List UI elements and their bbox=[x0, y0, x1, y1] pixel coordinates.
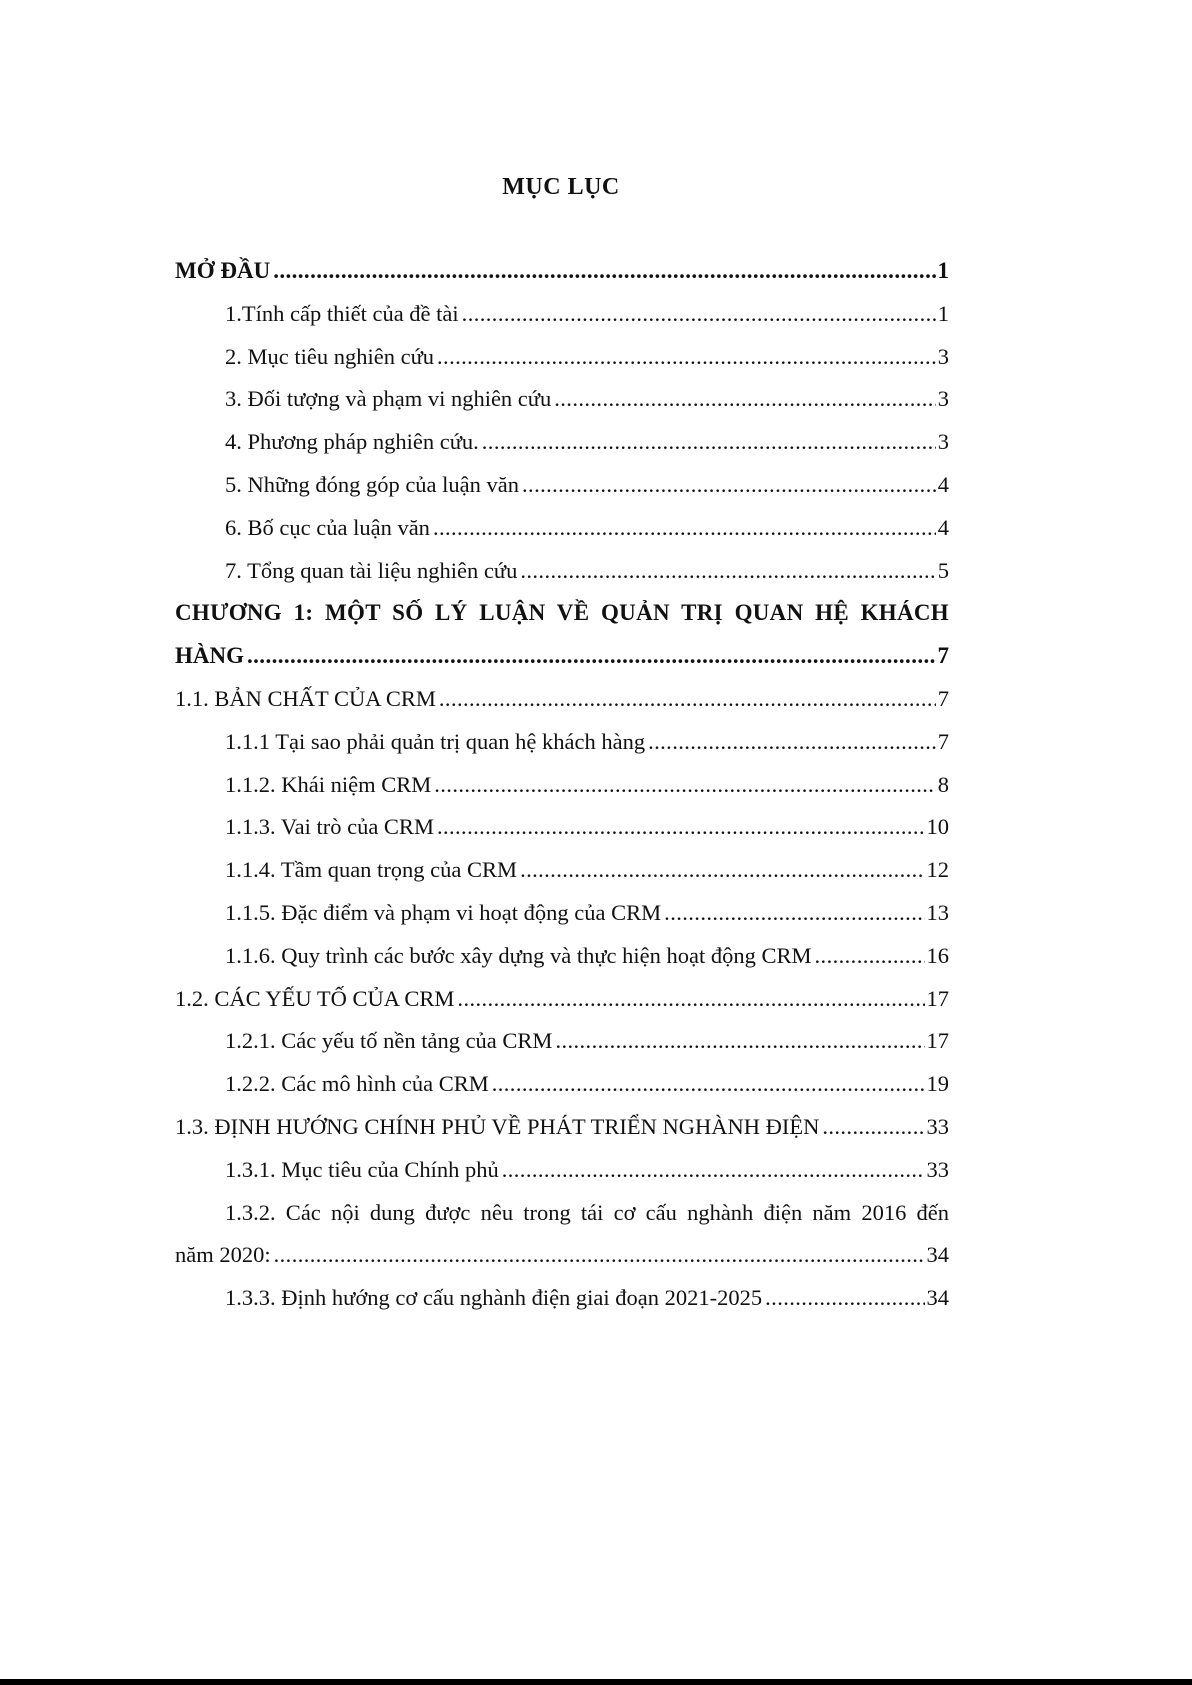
toc-section-1-2-1[interactable] bbox=[175, 1020, 949, 1063]
toc-entry-6[interactable] bbox=[175, 507, 949, 550]
toc-page-number: 34 bbox=[926, 1285, 949, 1311]
toc-page-number: 7 bbox=[937, 643, 949, 669]
toc-entry-label: 1.1. BẢN CHẤT CỦA CRM bbox=[175, 685, 436, 711]
dot-leader bbox=[437, 336, 936, 379]
toc-page-number: 12 bbox=[926, 857, 949, 883]
dot-leader bbox=[765, 1277, 924, 1320]
toc-section-1-3-2-line2[interactable] bbox=[175, 1234, 949, 1277]
dot-leader bbox=[522, 464, 936, 507]
dot-leader bbox=[648, 721, 936, 764]
toc-page-number: 10 bbox=[926, 814, 949, 840]
toc-entry-label: 1.2.2. Các mô hình của CRM bbox=[225, 1071, 489, 1097]
toc-section-1-1-6[interactable] bbox=[175, 935, 949, 978]
toc-section-1-1-5[interactable] bbox=[175, 892, 949, 935]
toc-entry-label: HÀNG bbox=[175, 643, 244, 669]
toc-page-number: 33 bbox=[926, 1113, 949, 1139]
dot-leader bbox=[520, 550, 935, 593]
toc-entry-label: 1.1.1 Tại sao phải quản trị quan hệ khách hàng bbox=[225, 728, 646, 754]
toc-entry-label: 1.3.2. Các nội dung được nêu trong tái cơ cấu nghành điện năm 2016 đến bbox=[225, 1199, 949, 1225]
dot-leader bbox=[520, 849, 924, 892]
toc-section-1-1-3[interactable] bbox=[175, 806, 949, 849]
toc-entry-label: 3. Đối tượng và phạm vi nghiên cứu bbox=[225, 386, 552, 412]
toc-entry-label: 2. Mục tiêu nghiên cứu bbox=[225, 343, 435, 369]
toc-page-number: 17 bbox=[926, 1028, 949, 1054]
toc-entry-2[interactable] bbox=[175, 336, 949, 379]
toc-page-number: 1 bbox=[937, 258, 949, 283]
toc-page-number: 3 bbox=[937, 429, 949, 455]
toc-page-number: 4 bbox=[937, 471, 949, 497]
dot-leader bbox=[555, 1020, 924, 1063]
toc-section-1-3-3[interactable] bbox=[175, 1277, 949, 1320]
toc-entry-3[interactable] bbox=[175, 378, 949, 421]
toc-entry-label: 6. Bố cục của luận văn bbox=[225, 514, 430, 540]
toc-section-1-2-2[interactable] bbox=[175, 1063, 949, 1106]
toc-section-1-1-2[interactable] bbox=[175, 764, 949, 807]
toc-entry-label: 1.3.1. Mục tiêu của Chính phủ bbox=[225, 1156, 499, 1182]
toc-chapter-1-line1[interactable] bbox=[175, 592, 949, 635]
toc-section-1-2[interactable] bbox=[175, 978, 949, 1021]
toc-entry-label: 1.1.2. Khái niệm CRM bbox=[225, 771, 432, 797]
dot-leader bbox=[439, 678, 936, 721]
toc-page-number: 3 bbox=[937, 343, 949, 369]
toc-entry-mo-dau[interactable] bbox=[175, 250, 949, 293]
dot-leader bbox=[457, 978, 924, 1021]
dot-leader bbox=[492, 1063, 925, 1106]
toc-entry-label: 4. Phương pháp nghiên cứu. bbox=[225, 429, 479, 455]
toc-entry-label: 7. Tổng quan tài liệu nghiên cứu bbox=[225, 557, 518, 583]
toc-page-number: 8 bbox=[937, 771, 949, 797]
toc-entry-label: 1.2. CÁC YẾU TỐ CỦA CRM bbox=[175, 985, 455, 1011]
toc-section-1-3-2-line1[interactable] bbox=[175, 1192, 949, 1235]
bottom-edge-bar bbox=[0, 1679, 1192, 1685]
toc-entry-label: MỞ ĐẦU bbox=[175, 258, 271, 283]
toc-chapter-1-line2[interactable] bbox=[175, 635, 949, 678]
toc-page-number: 33 bbox=[926, 1156, 949, 1182]
toc-page-number: 3 bbox=[937, 386, 949, 412]
toc-page-number: 13 bbox=[926, 899, 949, 925]
toc-section-1-3[interactable] bbox=[175, 1106, 949, 1149]
toc-page-number: 5 bbox=[937, 557, 949, 583]
toc-entry-label: 1.3. ĐỊNH HƯỚNG CHÍNH PHỦ VỀ PHÁT TRIỂN NGHÀNH ĐIỆN bbox=[175, 1113, 820, 1139]
dot-leader bbox=[273, 250, 935, 293]
dot-leader bbox=[502, 1149, 925, 1192]
toc-page-number: 1 bbox=[937, 300, 949, 326]
table-of-contents bbox=[175, 250, 949, 1320]
toc-section-1-1[interactable] bbox=[175, 678, 949, 721]
toc-entry-label: 1.3.3. Định hướng cơ cấu nghành điện giai đoạn 2021-2025 bbox=[225, 1285, 763, 1311]
toc-entry-label: 1.1.5. Đặc điểm và phạm vi hoạt động của CRM bbox=[225, 899, 662, 925]
dot-leader bbox=[437, 806, 925, 849]
toc-page-number: 7 bbox=[937, 685, 949, 711]
toc-entry-4[interactable] bbox=[175, 421, 949, 464]
toc-entry-label: 1.1.6. Quy trình các bước xây dựng và thực hiện hoạt động CRM bbox=[225, 942, 812, 968]
toc-page-number: 17 bbox=[926, 985, 949, 1011]
toc-entry-label: 1.1.3. Vai trò của CRM bbox=[225, 814, 434, 840]
toc-entry-7[interactable] bbox=[175, 550, 949, 593]
toc-section-1-1-4[interactable] bbox=[175, 849, 949, 892]
dot-leader bbox=[815, 935, 925, 978]
toc-entry-label: CHƯƠNG 1: MỘT SỐ LÝ LUẬN VỀ QUẢN TRỊ QUAN HỆ KHÁCH bbox=[175, 600, 949, 626]
toc-page-number: 19 bbox=[926, 1071, 949, 1097]
dot-leader bbox=[482, 421, 936, 464]
toc-entry-label: 1.1.4. Tầm quan trọng của CRM bbox=[225, 857, 518, 883]
toc-entry-1[interactable] bbox=[175, 293, 949, 336]
toc-page-number: 4 bbox=[937, 514, 949, 540]
dot-leader bbox=[822, 1106, 924, 1149]
toc-page-number: 16 bbox=[926, 942, 949, 968]
dot-leader bbox=[554, 378, 936, 421]
toc-entry-label: 1.Tính cấp thiết của đề tài bbox=[225, 300, 459, 326]
toc-page-number: 34 bbox=[926, 1242, 949, 1268]
dot-leader bbox=[433, 507, 936, 550]
dot-leader bbox=[434, 764, 936, 807]
toc-section-1-3-1[interactable] bbox=[175, 1149, 949, 1192]
dot-leader bbox=[462, 293, 936, 336]
toc-entry-label: năm 2020: bbox=[175, 1242, 271, 1268]
dot-leader bbox=[664, 892, 924, 935]
toc-title: MỤC LỤC bbox=[502, 174, 620, 200]
toc-entry-5[interactable] bbox=[175, 464, 949, 507]
toc-section-1-1-1[interactable] bbox=[175, 721, 949, 764]
dot-leader bbox=[247, 635, 936, 678]
dot-leader bbox=[274, 1234, 925, 1277]
toc-page-number: 7 bbox=[937, 728, 949, 754]
toc-entry-label: 1.2.1. Các yếu tố nền tảng của CRM bbox=[225, 1028, 553, 1054]
toc-entry-label: 5. Những đóng góp của luận văn bbox=[225, 471, 520, 497]
